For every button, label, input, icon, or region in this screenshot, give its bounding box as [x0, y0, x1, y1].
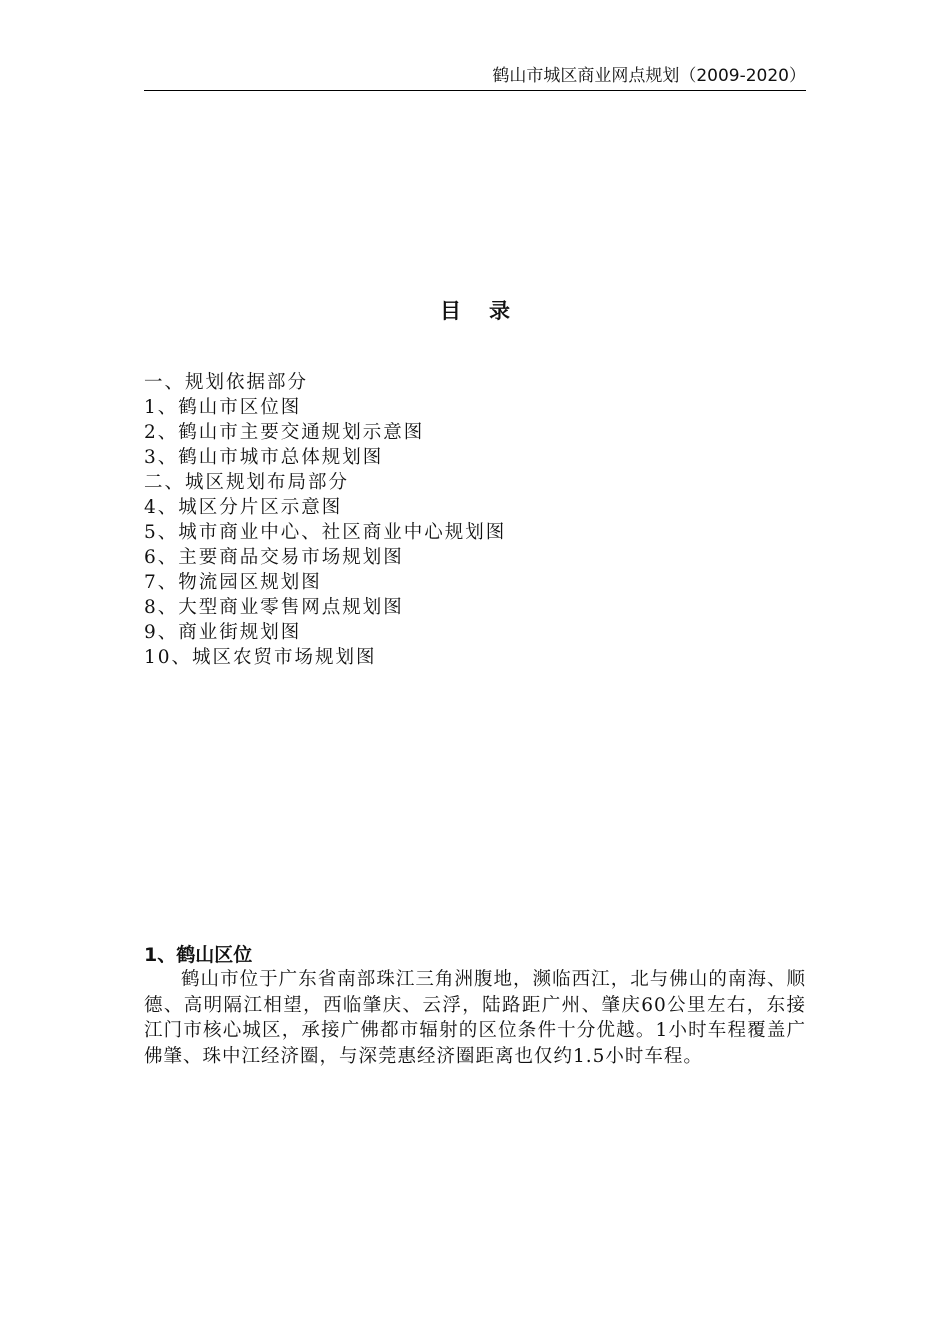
toc-item: 9、商业街规划图 [144, 622, 302, 643]
toc-item: 2、鹤山市主要交通规划示意图 [144, 422, 425, 443]
toc-list [144, 370, 506, 670]
toc-item: 8、大型商业零售网点规划图 [144, 597, 404, 618]
toc-item: 7、物流园区规划图 [144, 572, 322, 593]
toc-item: 10、城区农贸市场规划图 [144, 647, 377, 668]
toc-title: 目录 [440, 299, 538, 323]
toc-item: 5、城市商业中心、社区商业中心规划图 [144, 522, 507, 543]
page-header [144, 64, 806, 91]
body-paragraph: 鹤山市位于广东省南部珠江三角洲腹地，濒临西江，北与佛山的南海、顺德、高明隔江相望，西临肇庆、云浮，陆路距广州、肇庆60公里左右，东接江门市核心城区，承接广佛都市辐射的区位条件十分优越。1小时车程覆盖广佛肇、珠中江经济圈，与深莞惠经济圈距离也仅约1.5小时车程。 [144, 969, 806, 1067]
toc-item: 1、鹤山市区位图 [144, 397, 302, 418]
header-title: 鹤山市城区商业网点规划（2009-2020） [492, 66, 806, 86]
toc-item: 4、城区分片区示意图 [144, 497, 343, 518]
toc-item: 6、主要商品交易市场规划图 [144, 547, 404, 568]
toc-item: 二、城区规划布局部分 [144, 472, 350, 493]
toc-item: 一、规划依据部分 [144, 372, 309, 393]
section-heading: 1、鹤山区位 [144, 944, 253, 966]
toc-item: 3、鹤山市城市总体规划图 [144, 447, 384, 468]
